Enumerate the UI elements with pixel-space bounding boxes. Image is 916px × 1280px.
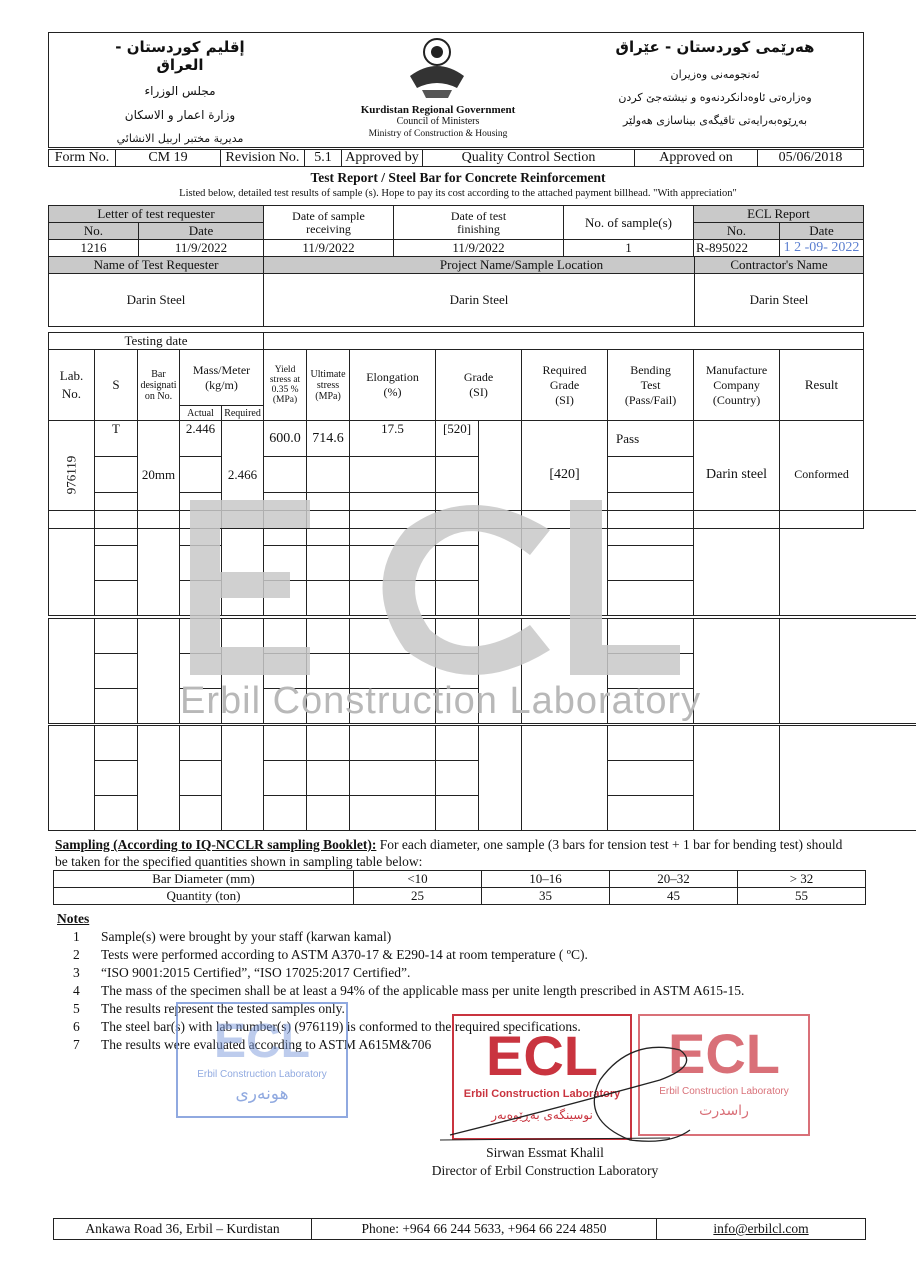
header-right-ku (590, 38, 840, 127)
actual-header: Actual (180, 406, 222, 421)
empty-cell (608, 726, 694, 761)
empty-cell (264, 581, 307, 616)
approved-on-value: 05/06/2018 (758, 150, 864, 167)
signature-scribble (430, 1040, 710, 1150)
empty-cell (608, 581, 694, 616)
empty-sample-group (48, 510, 916, 616)
signatory-name: Sirwan Essmat Khalil (486, 1145, 604, 1160)
receiving-label-line1: Date of sample (292, 208, 365, 223)
red-stamp2-word: راسدرت (699, 1103, 749, 1119)
empty-cell (180, 689, 222, 724)
empty-cell (608, 689, 694, 724)
ecl-watermark-text: Erbil Construction Laboratory (180, 680, 702, 722)
blank (436, 457, 479, 493)
s-value: T (95, 421, 138, 457)
council-ku: ئەنجومەنی وەزیران (670, 68, 760, 81)
empty-cell (780, 619, 916, 724)
elongation-header (350, 350, 436, 421)
empty-cell (350, 619, 436, 654)
bending-header-l1: Bending (630, 362, 671, 377)
empty-cell (307, 654, 350, 689)
quantity-cell: 55 (738, 888, 866, 905)
empty-cell (180, 761, 222, 796)
yield-value: 600.0 (264, 421, 307, 457)
ecl-date-stamp: 1 2 -09- 2022 (780, 240, 864, 257)
mass-header-l1: Mass/Meter (192, 362, 251, 377)
bar-header (138, 350, 180, 421)
note-number: 7 (73, 1037, 80, 1052)
blank (307, 457, 350, 493)
empty-sample-group (48, 725, 916, 831)
testing-date-label: Testing date (49, 333, 264, 350)
note-number: 1 (73, 929, 80, 944)
empty-cell (95, 546, 138, 581)
blue-stamp-logo: ECL (214, 1015, 310, 1068)
yield-header-l3: 0.35 % (271, 385, 299, 395)
empty-cell (180, 511, 222, 546)
sampling-paragraph (55, 836, 855, 870)
empty-cell (180, 796, 222, 831)
header-left-ar (100, 38, 260, 145)
blank (350, 457, 436, 493)
region-title-ku: هەرێمی کوردستان - عێراق (615, 38, 815, 56)
note-text: Tests were performed according to ASTM A370-17 & E290-14 at room temperature ( ºC). (101, 947, 588, 962)
empty-cell (49, 726, 95, 831)
lab-no-header-l2: No. (61, 386, 82, 401)
empty-cell (180, 546, 222, 581)
request-date-value: 11/9/2022 (139, 240, 264, 257)
red-stamp-word: نوسینگەی بەڕێوەبەر (491, 1108, 593, 1122)
note-number: 2 (73, 947, 80, 962)
blank (608, 457, 694, 493)
lab-no-header (49, 350, 95, 421)
diameter-cell: > 32 (738, 871, 866, 888)
manufacture-header-l1: Manufacture (705, 362, 768, 377)
s-header: S (95, 350, 138, 421)
empty-cell (138, 619, 180, 724)
mass-header-l2: (kg/m) (205, 377, 238, 392)
empty-cell (138, 726, 180, 831)
empty-cell (350, 546, 436, 581)
empty-cell (350, 726, 436, 761)
receiving-label (264, 206, 394, 240)
empty-cell (264, 511, 307, 546)
header-center (340, 104, 536, 140)
council-en: Council of Ministers (396, 116, 480, 127)
mass-header (180, 350, 264, 406)
footer-address: Ankawa Road 36, Erbil – Kurdistan (54, 1219, 312, 1240)
empty-cell (479, 511, 522, 616)
bar-header-l3: on No. (144, 390, 173, 402)
empty-cell (49, 619, 95, 724)
sampling-table (53, 870, 866, 905)
footer-table (53, 1218, 866, 1240)
empty-cell (350, 581, 436, 616)
elongation-header-l1: Elongation (366, 370, 419, 384)
receiving-value: 11/9/2022 (264, 240, 394, 257)
names-table (48, 273, 864, 327)
note-item (57, 964, 847, 982)
lab-no-header-l1: Lab. (59, 368, 84, 383)
yield-header (264, 350, 307, 421)
manufacture-header-l3: (Country) (712, 392, 761, 407)
result-value: Conformed (780, 421, 864, 529)
empty-cell (95, 796, 138, 831)
directorate-ku: بەڕێوەبەرایەتی تاقیگەی بیناسازی هەولێر (622, 114, 808, 127)
empty-cell (264, 546, 307, 581)
bending-value: Pass (608, 421, 694, 457)
report-intro: Listed below, detailed test results of sample (s). Hope to pay its cost according to the attached payment billhead. "With appreciation" (179, 188, 737, 199)
footer-phone: Phone: +964 66 244 5633, +964 66 224 4850 (312, 1219, 657, 1240)
empty-cell (522, 511, 608, 616)
empty-cell (180, 581, 222, 616)
ecl-no-label: No. (694, 223, 780, 240)
empty-cell (436, 511, 479, 546)
empty-cell (264, 654, 307, 689)
elongation-header-l2: (%) (383, 385, 402, 399)
elongation-value: 17.5 (350, 421, 436, 457)
yield-header-l1: Yield (274, 365, 296, 375)
quantity-cell: 45 (610, 888, 738, 905)
note-text: Sample(s) were brought by your staff (karwan kamal) (101, 929, 392, 944)
diameter-cell: 20–32 (610, 871, 738, 888)
revision-value: 5.1 (305, 150, 342, 167)
ultimate-value: 714.6 (307, 421, 350, 457)
report-title: Test Report / Steel Bar for Concrete Reinforcement (310, 170, 606, 185)
sampling-text: For each diameter, one sample (3 bars for tension test + 1 bar for bending test) should be taken for the specified quantities shown in sampling table below: (55, 837, 843, 869)
empty-cell (307, 796, 350, 831)
request-no-value: 1216 (49, 240, 139, 257)
empty-cell (608, 761, 694, 796)
approved-by-value: Quality Control Section (423, 150, 635, 167)
requester-name: Darin Steel (49, 274, 264, 327)
revision-label: Revision No. (221, 150, 305, 167)
note-item (57, 928, 847, 946)
samples-value: 1 (564, 240, 694, 257)
blank (95, 457, 138, 493)
blank (264, 457, 307, 493)
empty-cell (436, 796, 479, 831)
note-text: “ISO 9001:2015 Certified”, “ISO 17025:2017 Certified”. (101, 965, 411, 980)
empty-cell (307, 546, 350, 581)
empty-cell (222, 726, 264, 831)
red-stamp2-lab: Erbil Construction Laboratory (659, 1086, 789, 1097)
empty-cell (307, 726, 350, 761)
request-no-label: No. (49, 223, 139, 240)
finishing-value: 11/9/2022 (394, 240, 564, 257)
krg-title: Kurdistan Regional Government (360, 104, 516, 116)
empty-cell (350, 511, 436, 546)
empty-cell (436, 761, 479, 796)
note-text: The steel bar(s) with lab number(s) (976119) is conformed to the required specifications. (101, 1019, 581, 1034)
note-text: The results represent the tested samples only. (101, 1001, 345, 1016)
empty-cell (95, 761, 138, 796)
contractor-name: Darin Steel (695, 274, 864, 327)
req-grade-header-l1: Required (542, 362, 587, 377)
contractor-label: Contractor's Name (695, 257, 864, 274)
bar-header-l1: Bar (151, 368, 166, 380)
ecl-report-label: ECL Report (694, 206, 864, 223)
red-stamp-lab: Erbil Construction Laboratory (463, 1088, 621, 1100)
note-item (57, 982, 847, 1000)
empty-cell (350, 654, 436, 689)
region-title-ar: إقليم كوردستان - العراق (115, 38, 245, 74)
empty-cell (95, 581, 138, 616)
form-info-row (48, 149, 864, 167)
empty-cell (138, 511, 180, 616)
empty-cell (95, 726, 138, 761)
request-date-label: Date (139, 223, 264, 240)
signatory-title: Director of Erbil Construction Laboratory (431, 1163, 659, 1178)
letter-requester-label: Letter of test requester (49, 206, 264, 223)
empty-cell (95, 654, 138, 689)
req-grade-header-l2: Grade (549, 377, 580, 392)
ministry-ar: وزارة اعمار و الاسكان (124, 108, 236, 122)
approved-on-label: Approved on (635, 150, 758, 167)
blank (180, 457, 222, 493)
blue-stamp (176, 1002, 348, 1118)
quantity-cell: 35 (482, 888, 610, 905)
empty-cell (436, 726, 479, 761)
form-no-value: CM 19 (116, 150, 221, 167)
empty-cell (608, 546, 694, 581)
empty-cell (350, 761, 436, 796)
note-number: 4 (73, 983, 80, 998)
project-name: Darin Steel (264, 274, 695, 327)
note-number: 6 (73, 1019, 80, 1034)
empty-cell (350, 689, 436, 724)
ultimate-header-l3: (MPa) (315, 390, 341, 402)
req-grade-value: [420] (522, 421, 608, 529)
empty-cell (180, 619, 222, 654)
lab-no-value: 976119 (63, 455, 79, 494)
empty-cell (694, 619, 780, 724)
manufacture-header-l2: Company (713, 377, 760, 392)
empty-cell (436, 581, 479, 616)
empty-cell (95, 689, 138, 724)
red-stamp2-logo: ECL (668, 1022, 780, 1085)
ultimate-header (307, 350, 350, 421)
bar-header-l2: designati (140, 379, 177, 391)
ecl-date-label: Date (780, 223, 864, 240)
manufacture-value: Darin steel (694, 421, 780, 529)
results-table (48, 332, 864, 529)
grade-header (436, 350, 522, 421)
actual-value: 2.446 (180, 421, 222, 457)
empty-cell (264, 796, 307, 831)
empty-cell (307, 619, 350, 654)
notes-title: Notes (57, 911, 90, 926)
empty-cell (522, 726, 608, 831)
empty-cell (180, 654, 222, 689)
requester-name-label: Name of Test Requester (49, 257, 264, 274)
footer-email-link[interactable]: info@erbilcl.com (657, 1219, 866, 1240)
note-text: The results were evaluated according to ASTM A615M&706 (101, 1037, 432, 1052)
note-text: The mass of the specimen shall be at least a 94% of the applicable mass per unite length prescribed in ASTM A615-15. (101, 983, 745, 998)
council-ar: مجلس الوزراء (144, 84, 216, 98)
empty-cell (264, 761, 307, 796)
yield-header-l4: (MPa) (272, 395, 298, 405)
finishing-label (394, 206, 564, 240)
empty-cell (307, 581, 350, 616)
empty-cell (479, 619, 522, 724)
empty-cell (522, 619, 608, 724)
empty-cell (479, 726, 522, 831)
empty-cell (264, 619, 307, 654)
grade-header-l2: (SI) (469, 385, 488, 399)
yield-header-l2: stress at (269, 375, 301, 385)
diameter-label: Bar Diameter (mm) (54, 871, 354, 888)
note-number: 5 (73, 1001, 80, 1016)
empty-cell (222, 619, 264, 724)
empty-cell (350, 796, 436, 831)
empty-cell (436, 654, 479, 689)
empty-cell (95, 511, 138, 546)
receiving-label-line2: receiving (306, 221, 351, 236)
quantity-label: Quantity (ton) (54, 888, 354, 905)
result-header: Result (780, 350, 864, 421)
empty-cell (694, 511, 780, 616)
ministry-en: Ministry of Construction & Housing (368, 129, 508, 139)
empty-cell (222, 511, 264, 616)
bar-value: 20mm (138, 421, 180, 529)
note-number: 3 (73, 965, 80, 980)
empty-cell (608, 511, 694, 546)
red-stamp-logo: ECL (486, 1024, 598, 1087)
empty-cell (264, 726, 307, 761)
finishing-label-line1: Date of test (450, 208, 507, 223)
directorate-ar: مديرية مختبر اربيل الانشائي (116, 132, 244, 145)
ministry-ku: وەزارەتی ئاوەدانکردنەوە و نیشتەجێ کردن (618, 91, 812, 104)
empty-cell (95, 619, 138, 654)
empty-sample-group (48, 618, 916, 724)
empty-cell (608, 619, 694, 654)
empty-cell (307, 689, 350, 724)
ultimate-header-l1: Ultimate (310, 368, 346, 380)
empty-cell (49, 511, 95, 616)
krg-emblem-icon (402, 36, 472, 102)
ecl-no-value: R-895022 (694, 240, 780, 257)
finishing-label-line2: finishing (457, 221, 500, 236)
testing-date-value (264, 333, 864, 350)
req-grade-header (522, 350, 608, 421)
quantity-cell: 25 (354, 888, 482, 905)
blue-stamp-word: هونەری (235, 1084, 289, 1104)
project-name-label: Project Name/Sample Location (264, 257, 780, 274)
ultimate-header-l2: stress (316, 379, 340, 391)
form-no-label: Form No. (49, 150, 116, 167)
manufacture-header (694, 350, 780, 421)
empty-cell (264, 689, 307, 724)
bending-header-l2: Test (640, 377, 661, 392)
empty-cell (436, 689, 479, 724)
diameter-cell: <10 (354, 871, 482, 888)
empty-cell (436, 546, 479, 581)
note-item (57, 946, 847, 964)
grade-value: [520] (436, 421, 479, 457)
required-header: Required (222, 406, 264, 421)
empty-cell (436, 619, 479, 654)
empty-cell (307, 761, 350, 796)
bending-header (608, 350, 694, 421)
empty-cell (608, 654, 694, 689)
empty-cell (608, 796, 694, 831)
bending-header-l3: (Pass/Fail) (624, 392, 677, 407)
blue-stamp-lab: Erbil Construction Laboratory (197, 1069, 327, 1080)
empty-cell (180, 726, 222, 761)
required-value: 2.466 (222, 421, 264, 529)
sampling-lead: Sampling (According to IQ-NCCLR sampling Booklet): (55, 837, 377, 852)
grade-header-l1: Grade (463, 370, 494, 384)
contractor-label-cell (694, 256, 864, 274)
approved-by-label: Approved by (342, 150, 423, 167)
empty-cell (780, 726, 916, 831)
diameter-cell: 10–16 (482, 871, 610, 888)
empty-cell (780, 511, 916, 616)
empty-cell (694, 726, 780, 831)
req-grade-header-l3: (SI) (555, 392, 574, 407)
empty-cell (307, 511, 350, 546)
samples-label: No. of sample(s) (564, 206, 694, 240)
